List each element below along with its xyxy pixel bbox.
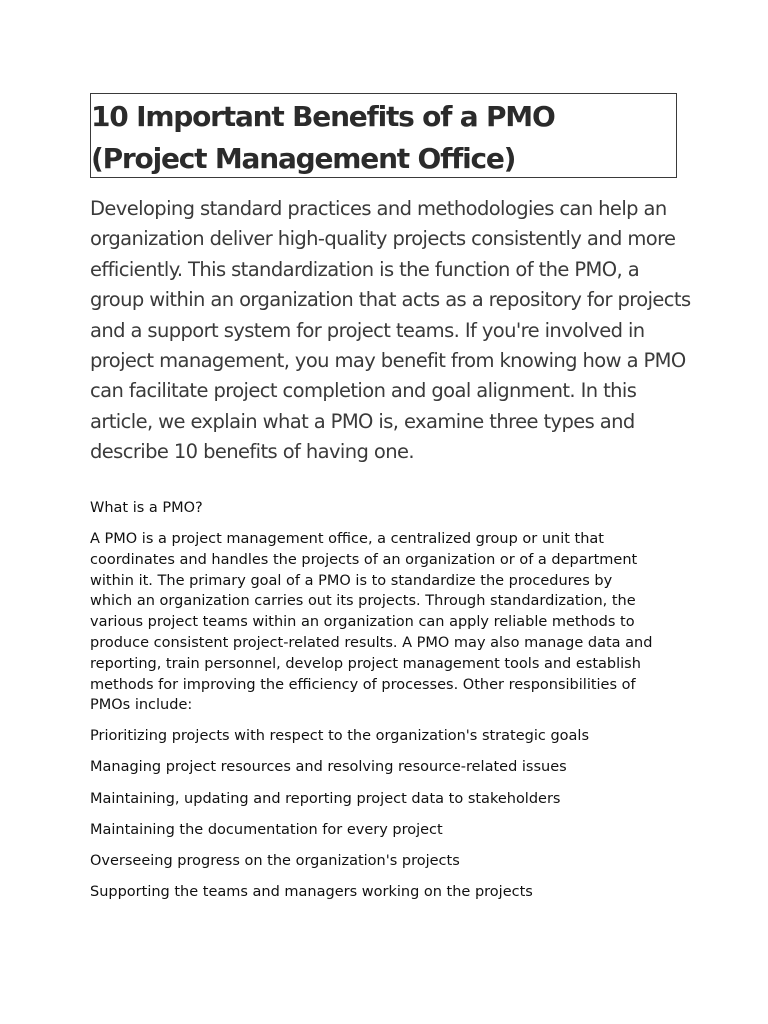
intro-line: project management, you may benefit from knowing how a PMO — [90, 349, 686, 373]
paragraph-line: reporting, train personnel, develop project management tools and establish — [90, 655, 641, 672]
paragraph-line: various project teams within an organization can apply reliable methods to — [90, 614, 635, 631]
paragraph-line: methods for improving the efficiency of processes. Other responsibilities of — [90, 676, 636, 693]
intro-line: can facilitate project completion and goal alignment. In this — [90, 379, 637, 403]
list-item: Supporting the teams and managers working on the projects — [90, 884, 533, 901]
intro-line: and a support system for project teams. If you're involved in — [90, 318, 645, 342]
intro-line: organization deliver high-quality projects consistently and more — [90, 227, 676, 251]
paragraph-line: produce consistent project-related results. A PMO may also manage data and — [90, 634, 653, 651]
intro-line: group within an organization that acts as a repository for projects — [90, 288, 691, 312]
list-item: Maintaining, updating and reporting project data to stakeholders — [90, 790, 561, 807]
paragraph-line: which an organization carries out its projects. Through standardization, the — [90, 593, 636, 610]
intro-line: describe 10 benefits of having one. — [90, 440, 414, 464]
list-item: Overseeing progress on the organization's projects — [90, 853, 460, 870]
section-paragraph — [90, 529, 690, 716]
title-box — [90, 93, 677, 178]
list-item: Managing project resources and resolving resource-related issues — [90, 759, 567, 776]
intro-line: Developing standard practices and methodologies can help an — [90, 197, 667, 220]
paragraph-line: A PMO is a project management office, a centralized group or unit that — [90, 531, 604, 547]
intro-line: efficiently. This standardization is the function of the PMO, a — [90, 257, 640, 281]
paragraph-line: within it. The primary goal of a PMO is to standardize the procedures by — [90, 572, 613, 589]
intro-paragraph — [90, 194, 691, 468]
list-item: Prioritizing projects with respect to the organization's strategic goals — [90, 728, 589, 744]
paragraph-line: coordinates and handles the projects of an organization or of a department — [90, 551, 638, 568]
page-title: 10 Important Benefits of a PMO (Project Management Office) — [91, 100, 555, 175]
list-item: Maintaining the documentation for every project — [90, 821, 443, 838]
section-heading: What is a PMO? — [90, 500, 203, 516]
intro-line: article, we explain what a PMO is, examine three types and — [90, 409, 635, 433]
responsibilities-list — [90, 726, 710, 914]
paragraph-line: PMOs include: — [90, 697, 193, 714]
